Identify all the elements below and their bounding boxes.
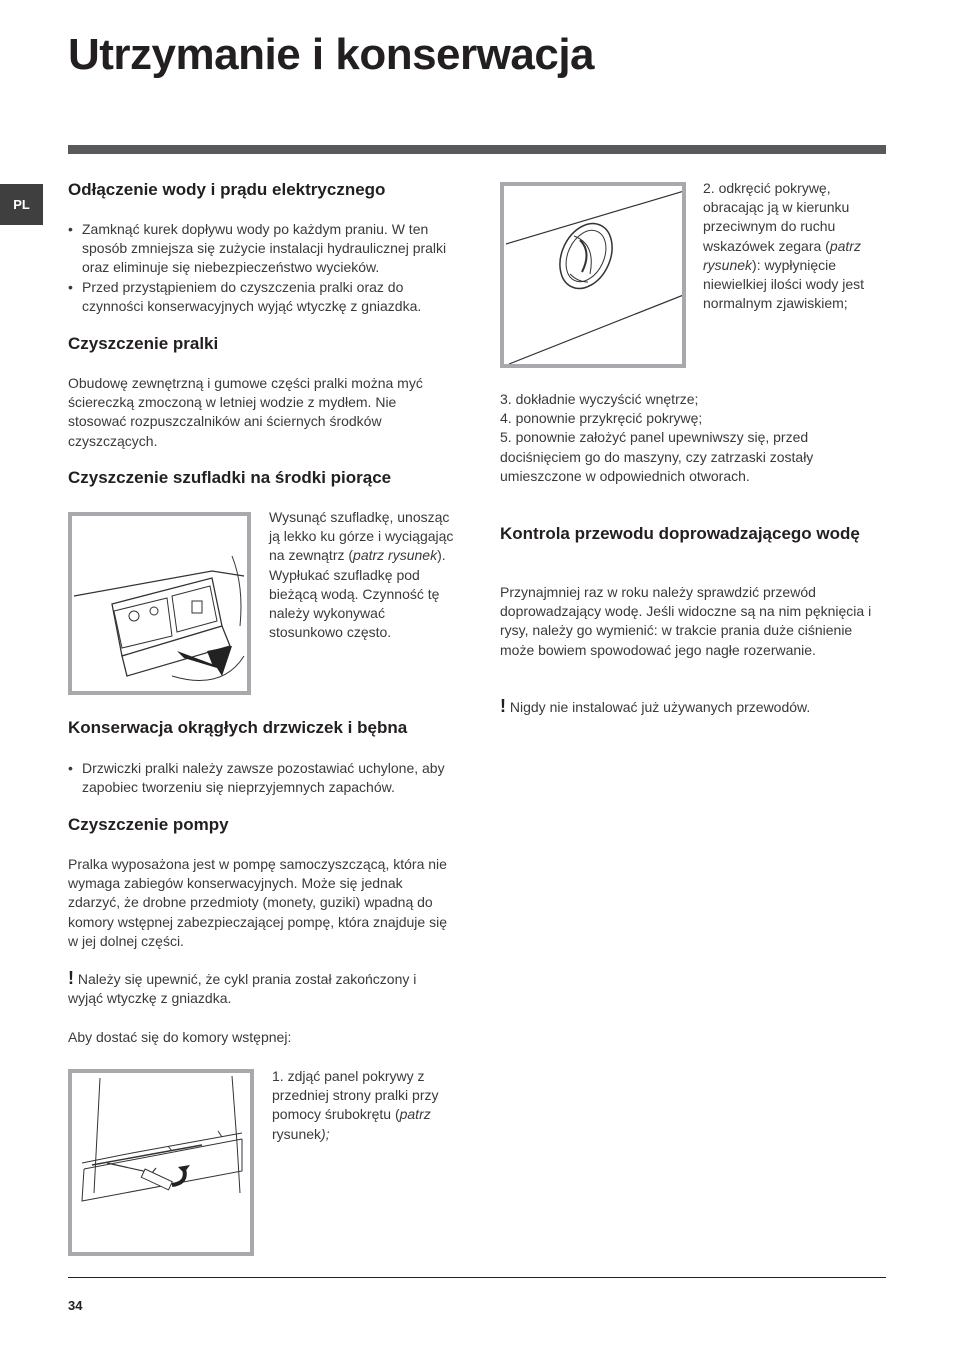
heading-door-drum: Konserwacja okrągłych drzwiczek i bębna [68,718,408,737]
cleaning-machine-text: Obudowę zewnętrzną i gumowe części pralki można myć ściereczką zmoczoną w letniej wodzie z mydłem. Nie stosować rozpuszczalników ani ściernych środków czyszczących. [68,375,423,449]
footer-divider [68,1277,886,1278]
page-title: Utrzymanie i konserwacja [68,30,595,79]
pump-access-text: Aby dostać się do komory wstępnej: [68,1029,292,1045]
heading-cleaning-machine: Czyszczenie pralki [68,334,219,353]
heading-pump: Czyszczenie pompy [68,815,229,834]
drawer-drawing [72,516,247,691]
list-item: 5. ponownie założyć panel upewniwszy się, przed dociśnięciem go do maszyny, czy zatrzaski zostały umieszczone w odpowiednich otworach. [500,429,814,484]
pump-warning: ! Należy się upewnić, że cykl prania został zakończony i wyjąć wtyczkę z gniazdka. [68,968,417,1007]
list-item: 3. dokładnie wyczyścić wnętrze; [500,391,699,407]
panel-removal-illustration [68,1069,254,1256]
page-number: 34 [68,1298,83,1313]
step-2-text: 2. odkręcić pokrywę, obracając ją w kierunku przeciwnym do ruchu wskazówek zegara (patrz rysunek): wypłynięcie niewielkiej ilości wody jest normalnym zjawiskiem; [703,180,865,312]
list-item: • Przed przystąpieniem do czyszczenia pralki oraz do czynności konserwacyjnych wyjąć wtyczkę z gniazdka. [68,278,458,316]
drawer-text: Wysunąć szufladkę, unosząc ją lekko ku górze i wyciągając na zewnątrz (patrz rysunek). Wypłukać szufladkę pod bieżącą wodą. Czynność tę należy wykonywać stosunkowo często. [269,509,454,641]
list-item: • Drzwiczki pralki należy zawsze pozostawiać uchylone, aby zapobiec tworzeniu się nieprzyjemnych zapachów. [68,759,458,797]
title-divider [68,145,886,154]
disconnect-list [68,220,458,316]
warning-mark: ! [500,696,506,716]
pump-cover-drawing [504,186,682,364]
list-item: • Zamknąć kurek dopływu wody po każdym praniu. W ten sposób zmniejsza się zużycie instalacji hydraulicznej pralki oraz eliminuje się niebezpieczeństwo wycieków. [68,220,458,278]
heading-drawer: Czyszczenie szufladki na środki piorące [68,468,392,487]
drawer-illustration [68,512,251,695]
list-item: 4. ponownie przykręcić pokrywę; [500,410,703,427]
pump-cover-illustration [500,182,686,368]
door-drum-list [68,759,458,797]
pump-text: Pralka wyposażona jest w pompę samoczyszczącą, która nie wymaga zabiegów konserwacyjnych. Może się jednak zdarzyć, że drobne przedmioty (monety, guziki) wpadną do komory wstępnej zabezpieczającej pompę, która znajduje się w jej dolnej części. [68,856,447,949]
heading-disconnect: Odłączenie wody i prądu elektrycznego [68,180,386,199]
step-1-text: 1. zdjąć panel pokrywy z przedniej strony pralki przy pomocy śrubokrętu (patrz rysunek); [272,1068,439,1142]
warning-mark: ! [68,968,74,988]
language-tab: PL [0,184,43,225]
heading-hose-check: Kontrola przewodu doprowadzającego wodę [500,524,860,543]
hose-check-text: Przynajmniej raz w roku należy sprawdzić przewód doprowadzający wodę. Jeśli widoczne są na nim pęknięcia i rysy, należy go wymienić: w trakcie prania duże ciśnienie może bowiem spowodować jego nagłe rozerwanie. [500,584,872,658]
steps-list [500,390,886,486]
hose-warning: ! Nigdy nie instalować już używanych przewodów. [500,696,811,716]
panel-removal-drawing [72,1073,250,1252]
